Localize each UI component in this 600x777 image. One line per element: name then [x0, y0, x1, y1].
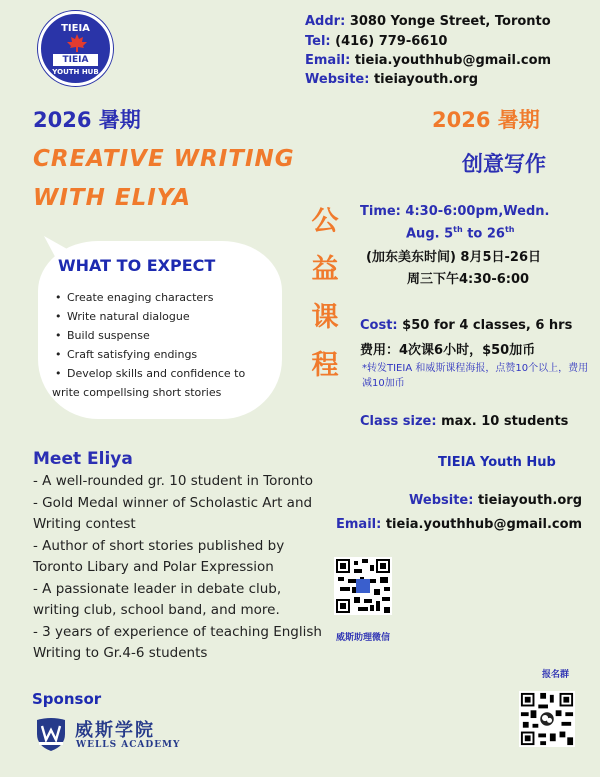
year-left: 2026 暑期: [33, 108, 141, 132]
hub-email-key: Email:: [336, 517, 382, 532]
contact-address: [305, 14, 551, 29]
logo-bottom-text: YOUTH HUB: [52, 68, 99, 76]
list-item: • Create enaging characters: [55, 288, 275, 307]
list-item: • Craft satisfying endings: [55, 345, 275, 364]
vertical-char: 益: [311, 254, 339, 285]
dates-end: to 26: [462, 226, 505, 242]
year-right: 2026 暑期: [432, 108, 540, 132]
list-item: • Write natural dialogue: [55, 307, 275, 326]
website-value[interactable]: tieiayouth.org: [369, 72, 478, 87]
class-size-line: [360, 414, 568, 429]
address-value: 3080 Yonge Street, Toronto: [345, 14, 551, 29]
sponsor-cn-name: 威斯学院: [75, 720, 155, 741]
class-size-key: Class size:: [360, 414, 437, 429]
expect-list: [52, 288, 275, 402]
dates-sup-1: th: [453, 225, 463, 234]
list-item: • Develop skills and confidence to: [55, 364, 275, 383]
hub-website-value[interactable]: tieiayouth.org: [473, 493, 582, 508]
chinese-title: 创意写作: [462, 152, 546, 176]
qr-code-icon: [334, 557, 392, 615]
qr-code-icon: [519, 691, 575, 747]
meet-title: Meet Eliya: [33, 449, 133, 469]
website-key: Website:: [305, 72, 370, 87]
list-item: • Build suspense: [55, 326, 275, 345]
hub-email-value[interactable]: tieia.youthhub@gmail.com: [381, 517, 583, 532]
logo-top-text: TIEIA: [61, 23, 90, 34]
class-size-value: max. 10 students: [436, 414, 569, 429]
wechat-label: 威斯助理微信: [336, 633, 391, 643]
tieia-logo: [38, 11, 113, 86]
cost-line: [360, 318, 572, 333]
time-line: [360, 204, 549, 219]
dates-line: [406, 225, 515, 241]
tel-value[interactable]: (416) 779-6610: [330, 34, 448, 49]
group-label: 报名群: [542, 670, 570, 680]
vertical-chinese: [307, 198, 343, 390]
title-line-2: WITH ELIYA: [33, 185, 192, 211]
address-key: Addr:: [305, 14, 346, 29]
meet-line: - Author of short stories published by: [33, 538, 285, 554]
logo-name: TIEIA: [53, 54, 98, 66]
time-value: 4:30-6:00pm,Wedn.: [400, 204, 550, 219]
meet-line: - A passionate leader in debate club,: [33, 581, 282, 597]
email-key: Email:: [305, 53, 351, 68]
list-item-continued: write compellsing short stories: [52, 386, 222, 399]
meet-line: Writing contest: [33, 516, 136, 532]
signup-group-qr-code[interactable]: [519, 691, 575, 747]
vertical-char: 公: [311, 206, 339, 237]
time-cn-2: 周三下午4:30-6:00: [407, 272, 530, 287]
meet-line: - Gold Medal winner of Scholastic Art and: [33, 495, 313, 511]
hub-website: [409, 493, 582, 508]
contact-website: [305, 72, 478, 87]
hub-title: TIEIA Youth Hub: [438, 455, 556, 470]
tel-key: Tel:: [305, 34, 331, 49]
sponsor-en-name: WELLS ACADEMY: [76, 740, 181, 750]
time-key: Time:: [360, 204, 401, 219]
meet-line: Writing to Gr.4-6 students: [33, 645, 208, 661]
cost-cn: 费用：4次课6小时，$50加币: [360, 343, 536, 358]
wells-academy-logo-icon: [33, 716, 69, 752]
meet-line: Toronto Libary and Polar Expression: [33, 559, 274, 575]
meet-line: - 3 years of experience of teaching English: [33, 624, 322, 640]
sponsor-title: Sponsor: [32, 690, 102, 708]
dates-start: Aug. 5: [406, 226, 454, 242]
time-cn-1: (加东美东时间) 8月5日-26日: [366, 250, 541, 265]
contact-tel: [305, 34, 447, 49]
hub-email: [336, 517, 582, 532]
cost-key: Cost:: [360, 318, 398, 333]
hub-website-key: Website:: [409, 493, 474, 508]
dates-sup-2: th: [504, 225, 515, 234]
expect-title: WHAT TO EXPECT: [58, 256, 216, 275]
title-line-1: CREATIVE WRITING: [33, 146, 295, 172]
maple-leaf-icon: [67, 34, 87, 52]
cost-value: $50 for 4 classes, 6 hrs: [397, 318, 573, 333]
email-value[interactable]: tieia.youthhub@gmail.com: [350, 53, 552, 68]
vertical-char: 课: [311, 302, 339, 333]
contact-email: [305, 53, 551, 68]
promo-note: *转发TIEIA 和威斯课程海报，点赞10个以上，费用减10加币: [362, 363, 589, 389]
wechat-qr-code[interactable]: [334, 557, 392, 615]
meet-line: - A well-rounded gr. 10 student in Toronto: [33, 473, 314, 489]
meet-line: writing club, school band, and more.: [33, 602, 280, 618]
vertical-char: 程: [311, 350, 339, 381]
